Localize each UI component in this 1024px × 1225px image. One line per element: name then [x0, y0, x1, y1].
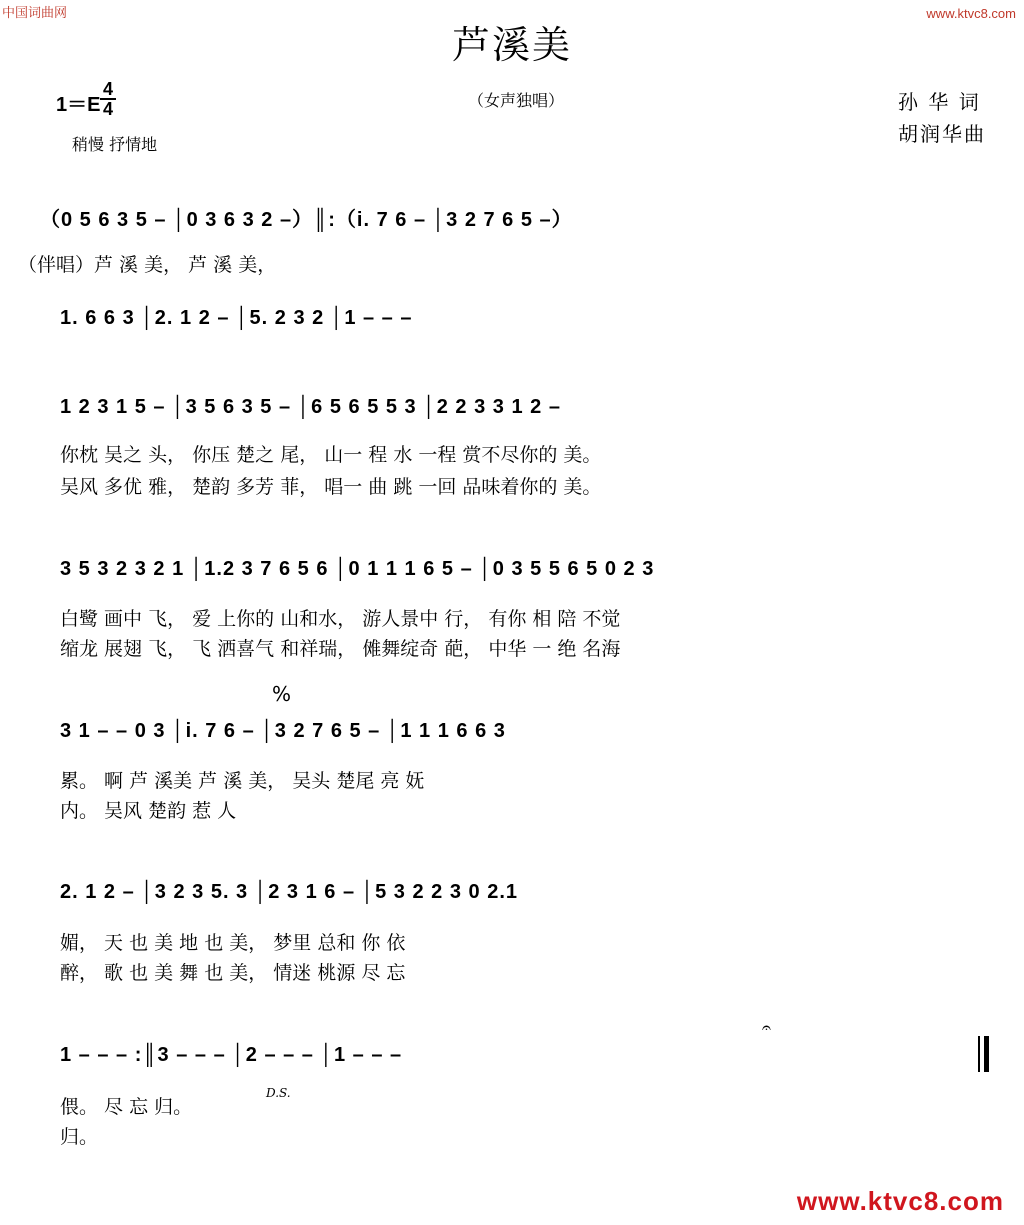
- composer: 胡润华曲: [898, 122, 986, 146]
- subtitle: （女声独唱）: [468, 91, 565, 110]
- lyric-row-5b: 内。 吴风 楚韵 惹 人: [60, 800, 237, 822]
- lyricist: 孙 华 词: [898, 90, 981, 114]
- key-signature: 1＝E: [56, 94, 101, 116]
- lyric-row-6b: 醉， 歌 也 美 舞 也 美， 情迷 桃源 尽 忘: [60, 962, 406, 984]
- lyric-row-4b: 缩龙 展翅 飞， 飞 洒喜气 和祥瑞， 傩舞绽奇 葩， 中华 一 绝 名海: [60, 638, 621, 660]
- watermark-bottom: www.ktvc8.com: [796, 1186, 1004, 1216]
- lyric-row-5a: 累。 啊 芦 溪美 芦 溪 美， 吴头 楚尾 亮 妩: [60, 770, 425, 792]
- song-title: 芦溪美: [451, 23, 572, 67]
- ds-marking: D.S.: [266, 1086, 291, 1100]
- lyric-row-7a: 偎。 尽 忘 归。: [60, 1096, 193, 1118]
- time-signature: [100, 80, 116, 118]
- final-barline-thin: [978, 1036, 980, 1072]
- lyric-row-3a: 你枕 吴之 头， 你压 楚之 尾， 山一 程 水 一程 赏不尽你的 美。: [60, 444, 602, 466]
- lyric-row-6a: 媚， 天 也 美 地 也 美， 梦里 总和 你 依: [60, 932, 406, 954]
- segno-sign: %: [272, 682, 292, 706]
- final-barline-thick: [984, 1036, 989, 1072]
- notation-row-1: （0 5 6 3 5 – │0 3 6 3 2 –）║:（i. 7 6 – │3 2 7 6 5 –）: [40, 209, 573, 231]
- notation-row-2: 1. 6 6 3 │2. 1 2 – │5. 2 3 2 │1 – – –: [60, 307, 413, 329]
- watermark-right: www.ktvc8.com: [926, 6, 1016, 21]
- notation-row-4: 3 5 3 2 3 2 1 │1.2 3 7 6 5 6 │0 1 1 1 6 5 – │0 3 5 5 6 5 0 2 3: [60, 558, 655, 580]
- time-signature-top: 4: [100, 80, 116, 100]
- watermark-left: 中国词曲网: [2, 5, 68, 20]
- notation-row-7: 1 – – – :║3 – – – │2 – – – │1 – – –: [60, 1044, 403, 1066]
- notation-row-5: 3 1 – – 0 3 │i. 7 6 – │3 2 7 6 5 – │1 1 1 6 6 3: [60, 720, 506, 742]
- notation-row-3: 1 2 3 1 5 – │3 5 6 3 5 – │6 5 6 5 5 3 │2 2 3 3 1 2 –: [60, 396, 561, 418]
- time-signature-bottom: 4: [102, 99, 113, 119]
- fermata-icon: 𝄐: [762, 1018, 771, 1037]
- tempo-marking: 稍慢 抒情地: [72, 135, 158, 154]
- lyric-row-1: （伴唱）芦 溪 美， 芦 溪 美，: [18, 254, 277, 276]
- notation-row-6: 2. 1 2 – │3 2 3 5. 3 │2 3 1 6 – │5 3 2 2 3 0 2.1: [60, 881, 519, 903]
- lyric-row-3b: 吴风 多优 雅， 楚韵 多芳 菲， 唱一 曲 跳 一回 品味着你的 美。: [60, 476, 602, 498]
- lyric-row-7b: 归。: [60, 1126, 99, 1148]
- lyric-row-4a: 白鹭 画中 飞， 爱 上你的 山和水， 游人景中 行， 有你 相 陪 不觉: [60, 608, 621, 630]
